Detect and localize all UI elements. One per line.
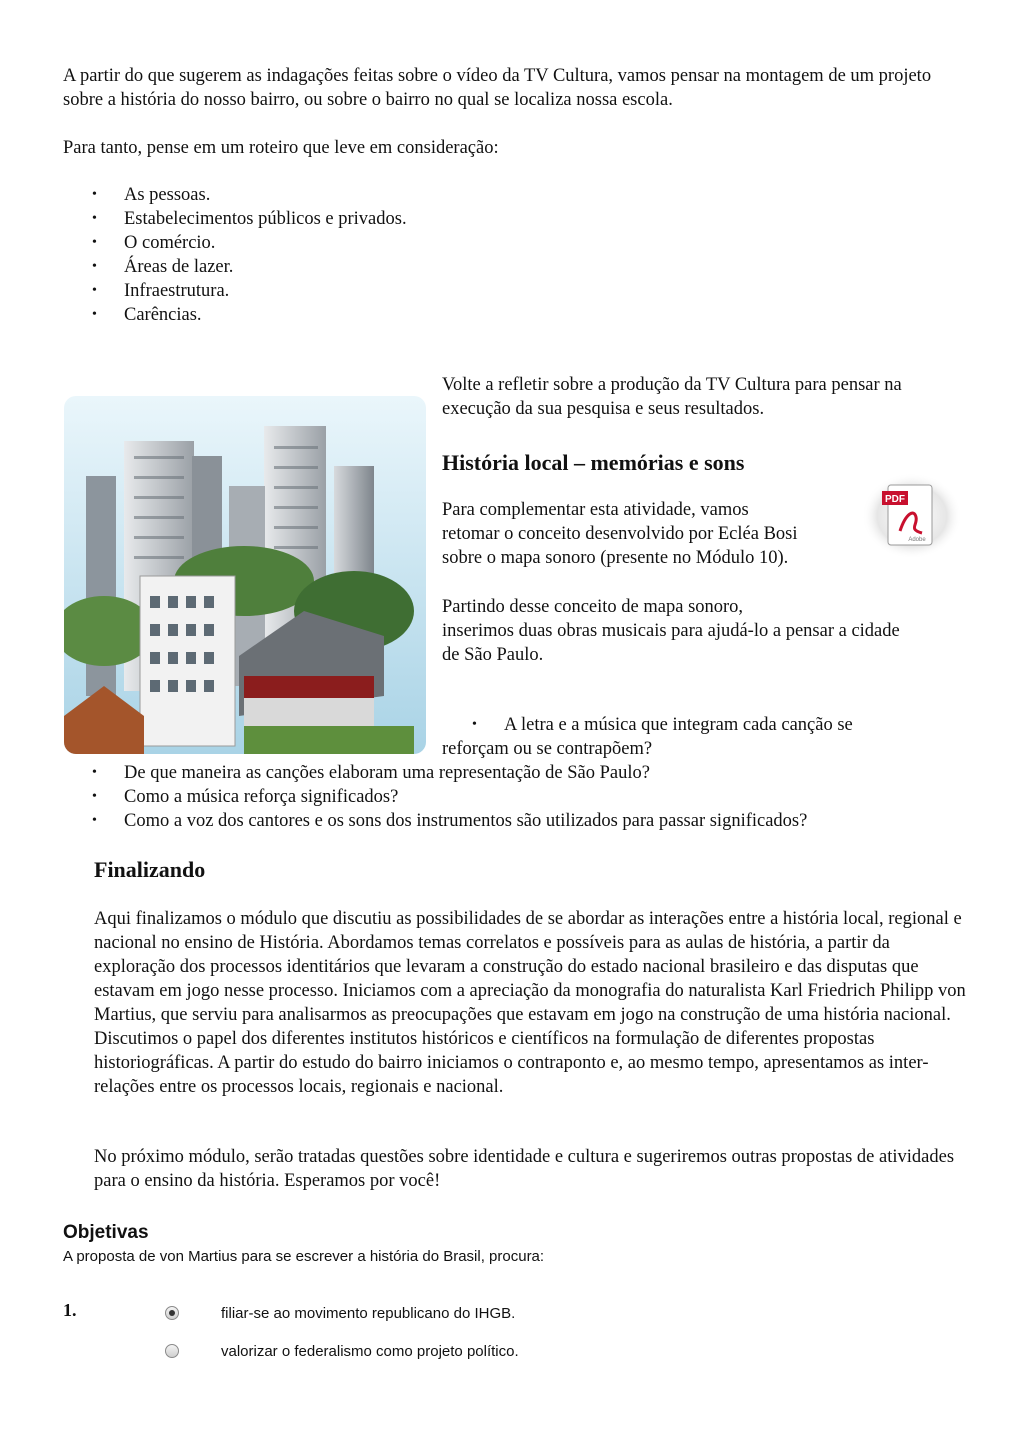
option-row[interactable]: [165, 1303, 725, 1327]
list-item: • Infraestrutura.: [63, 279, 663, 303]
consideration-list: [63, 183, 663, 327]
mapa-sonoro-paragraph: [442, 595, 972, 667]
text-line: de São Paulo.: [442, 645, 544, 665]
option-row[interactable]: [165, 1341, 725, 1365]
text-line: [442, 713, 982, 737]
intro-paragraph-1: A partir do que sugerem as indagações feitas sobre o vídeo da TV Cultura, vamos pensar na montagem de um projeto sobre a história do nosso bairro, ou sobre o bairro no qual se localiza nossa escola.: [63, 66, 932, 110]
reflect-paragraph: Volte a refletir sobre a produção da TV Cultura para pensar na execução da sua pesquisa e seus resultados.: [442, 375, 902, 419]
finalizando-paragraph-1: Aqui finalizamos o módulo que discutiu as possibilidades de se abordar as interações entre a história local, regional e nacional no ensino de História. Abordamos temas correlatos e possíveis para as aulas de história, a partir da exploração dos processos identitários que levaram a construção do estado nacional brasileiro e das disputas que estavam em jogo nesse processo. Iniciamos com a apreciação da monografia do naturalista Karl Friedrich Philipp von Martius, que serviu para analisarmos as preocupações que estavam em jogo na construção de uma história nacional. Discutimos o papel dos diferentes institutos históricos e científicos na formulação de diferentes propostas historiográficas. A partir do estudo do bairro iniciamos o contraponto e, ao mesmo tempo, apresentamos as inter-relações entre os processos locais, regionais e nacional.: [94, 909, 966, 1097]
option-label: filiar-se ao movimento republicano do IHGB.: [221, 1305, 516, 1322]
section-heading-objetivas: Objetivas: [63, 1222, 149, 1243]
list-item: • O comércio.: [63, 231, 663, 255]
pdf-icon[interactable]: [862, 473, 962, 559]
list-item: • Como a música reforça significados?: [63, 785, 963, 809]
intro-paragraph-2: Para tanto, pense em um roteiro que leve em consideração:: [63, 138, 499, 158]
section-heading-finalizando: Finalizando: [94, 857, 206, 882]
question-list: [63, 761, 963, 833]
question-item-1: [442, 713, 982, 761]
list-item: • Como a voz dos cantores e os sons dos instrumentos são utilizados para passar significados?: [63, 809, 963, 833]
list-item: • Áreas de lazer.: [63, 255, 663, 279]
text-line: retomar o conceito desenvolvido por Ecléa Bosi: [442, 524, 798, 544]
bullet: •: [472, 717, 477, 732]
radio-dot: [169, 1310, 175, 1316]
radio-button[interactable]: [165, 1344, 179, 1358]
option-label: valorizar o federalismo como projeto político.: [221, 1343, 519, 1360]
objetivas-prompt: A proposta de von Martius para se escrever a história do Brasil, procura:: [63, 1248, 545, 1265]
section-heading-historia-local: História local – memórias e sons: [442, 450, 745, 475]
list-item: • Estabelecimentos públicos e privados.: [63, 207, 663, 231]
radio-button-selected[interactable]: [165, 1306, 179, 1320]
text-line: Partindo desse conceito de mapa sonoro,: [442, 597, 744, 617]
question-number: 1.: [63, 1300, 77, 1320]
complement-paragraph: [442, 498, 862, 570]
text-line: sobre o mapa sonoro (presente no Módulo 10).: [442, 548, 789, 568]
text-line: Para complementar esta atividade, vamos: [442, 500, 749, 520]
list-item: • De que maneira as canções elaboram uma representação de São Paulo?: [63, 761, 963, 785]
city-buildings-image: [64, 396, 426, 754]
text-line: inserimos duas obras musicais para ajudá-lo a pensar a cidade: [442, 621, 900, 641]
question-text: A letra e a música que integram cada canção se: [504, 715, 853, 735]
list-item: • Carências.: [63, 303, 663, 327]
finalizando-paragraph-2: No próximo módulo, serão tratadas questões sobre identidade e cultura e sugeriremos outras propostas de atividades para o ensino da história. Esperamos por você!: [94, 1147, 955, 1191]
list-item: • As pessoas.: [63, 183, 663, 207]
adobe-label: Adobe: [908, 537, 926, 543]
pdf-label: PDF: [885, 494, 905, 505]
text-line: reforçam ou se contrapõem?: [442, 739, 653, 759]
